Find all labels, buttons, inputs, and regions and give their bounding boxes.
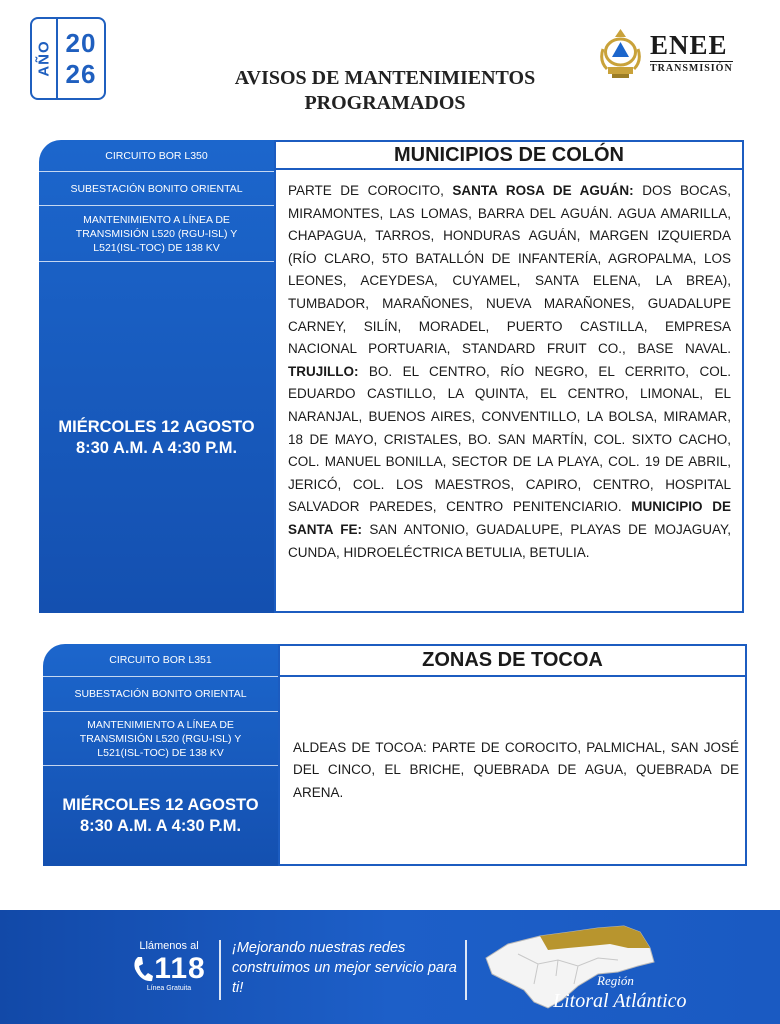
year-digits-bottom: 26 — [65, 58, 97, 89]
region-label-big: Litoral Atlántico — [553, 990, 687, 1012]
schedule-date: MIÉRCOLES 12 AGOSTO — [62, 796, 259, 814]
place-heading: MUNICIPIO DE SANTA FE: — [288, 499, 731, 537]
place-list: SAN ANTONIO, GUADALUPE, PLAYAS DE MOJAGUAY, CUNDA, HIDROELÉCTRICA BETULIA, BETULIA. — [288, 521, 731, 560]
place-heading: SANTA ROSA DE AGUÁN: — [452, 183, 634, 198]
hotline-number-row — [126, 954, 212, 984]
notice-info-column — [43, 644, 278, 866]
notice-info-column — [39, 140, 274, 613]
place-list: PARTE DE COROCITO, — [288, 183, 453, 198]
hotline — [126, 940, 212, 993]
footer-divider — [465, 940, 467, 1000]
substation-label: SUBESTACIÓN BONITO ORIENTAL — [39, 172, 274, 206]
phone-icon — [132, 955, 154, 983]
place-list: ALDEAS DE TOCOA: PARTE DE COROCITO, PALMICHAL, SAN JOSÉ DEL CINCO, EL BRICHE, QUEBRADA DE AGUA, QUEBRADA DE ARENA. — [293, 739, 739, 800]
year-badge — [30, 17, 106, 100]
year-word: AÑO — [35, 40, 53, 77]
maintenance-label: MANTENIMIENTO A LÍNEA DE TRANSMISIÓN L520 (RGU-ISL) Y L521(ISL-TOC) DE 138 KV — [43, 712, 278, 766]
notice-card-tocoa — [43, 644, 747, 866]
schedule-time: 8:30 A.M. A 4:30 P.M. — [75, 438, 238, 457]
hotline-number: 118 — [154, 952, 206, 985]
footer-banner — [0, 910, 780, 1024]
schedule — [39, 262, 274, 613]
notice-areas-column — [278, 644, 747, 866]
areas-list — [276, 170, 742, 611]
areas-heading: MUNICIPIOS DE COLÓN — [276, 142, 742, 170]
logo-text — [650, 32, 733, 74]
schedule-date: MIÉRCOLES 12 AGOSTO — [58, 417, 255, 436]
footer-divider — [219, 940, 221, 1000]
substation-label: SUBESTACIÓN BONITO ORIENTAL — [43, 677, 278, 712]
circuit-label: CIRCUITO BOR L350 — [39, 140, 274, 172]
page-title — [150, 66, 620, 116]
areas-text — [293, 737, 739, 805]
schedule — [43, 766, 278, 866]
areas-list — [280, 677, 745, 864]
areas-text — [288, 180, 731, 564]
notice-card-colon — [39, 140, 744, 613]
place-list: DOS BOCAS, MIRAMONTES, LAS LOMAS, BARRA DEL AGUÁN. AGUA AMARILLA, CHAPAGUA, TARROS, HONDURAS AGUÁN, MARGEN IZQUIERDA (RÍO CLARO, 5TO BATALLÓN DE INFANTERÍA, AGROPALMA, LOS LEONES, ACEYDESA, CUYAMEL, SANTA ELENA, LA BREA), TUMBADOR, MARAÑONES, NUEVA MARAÑONES, GUADALUPE CARNEY, SILÍN, MORADEL, PUERTO CASTILLA, EMPRESA NACIONAL PORTUARIA, STANDARD FRUIT CO., BASE NAVAL. — [288, 183, 731, 357]
slogan: ¡Mejorando nuestras redes construimos un mejor servicio para ti! — [232, 940, 457, 996]
year-digits — [58, 19, 104, 98]
hotline-label: Llámenos al — [139, 940, 199, 952]
page-title-line2: PROGRAMADOS — [304, 92, 466, 114]
enee-logo — [599, 27, 733, 79]
hotline-sub: Línea Gratuita — [146, 985, 192, 992]
logo-sub: TRANSMISIÓN — [650, 63, 733, 74]
circuit-label: CIRCUITO BOR L351 — [43, 644, 278, 677]
place-heading: TRUJILLO: — [288, 363, 359, 379]
maintenance-label: MANTENIMIENTO A LÍNEA DE TRANSMISIÓN L520 (RGU-ISL) Y L521(ISL-TOC) DE 138 KV — [39, 206, 274, 262]
page-title-line1: AVISOS DE MANTENIMIENTOS — [234, 67, 536, 89]
place-list: BO. EL CENTRO, RÍO NEGRO, EL CERRITO, COL. EDUARDO CASTILLO, LA QUINTA, EL CENTRO, LIMONAL, EL NARANJAL, BUENOS AIRES, CONVENTILLO, LA BOLSA, MIRAMAR, 18 DE MAYO, CRISTALES, BO. SAN MARTÍN, COL. SIXTO CACHO, COL. MANUEL BONILLA, SECTOR DE LA PLAYA, COL. 19 DE ABRIL, JERICÓ, COL. LOS MAESTROS, CAPIRO, CENTRO, HOSPITAL SALVADOR PAREDES, CENTRO PENITENCIARIO. — [288, 363, 731, 515]
logo-name: ENEE — [650, 30, 728, 60]
areas-heading: ZONAS DE TOCOA — [280, 646, 745, 677]
notice-areas-column — [274, 140, 744, 613]
schedule-time: 8:30 A.M. A 4:30 P.M. — [79, 817, 242, 835]
coat-of-arms-icon — [599, 27, 642, 79]
region-label-small: Región — [597, 973, 634, 988]
year-digits-top: 20 — [65, 27, 97, 58]
year-word-box — [32, 19, 58, 98]
